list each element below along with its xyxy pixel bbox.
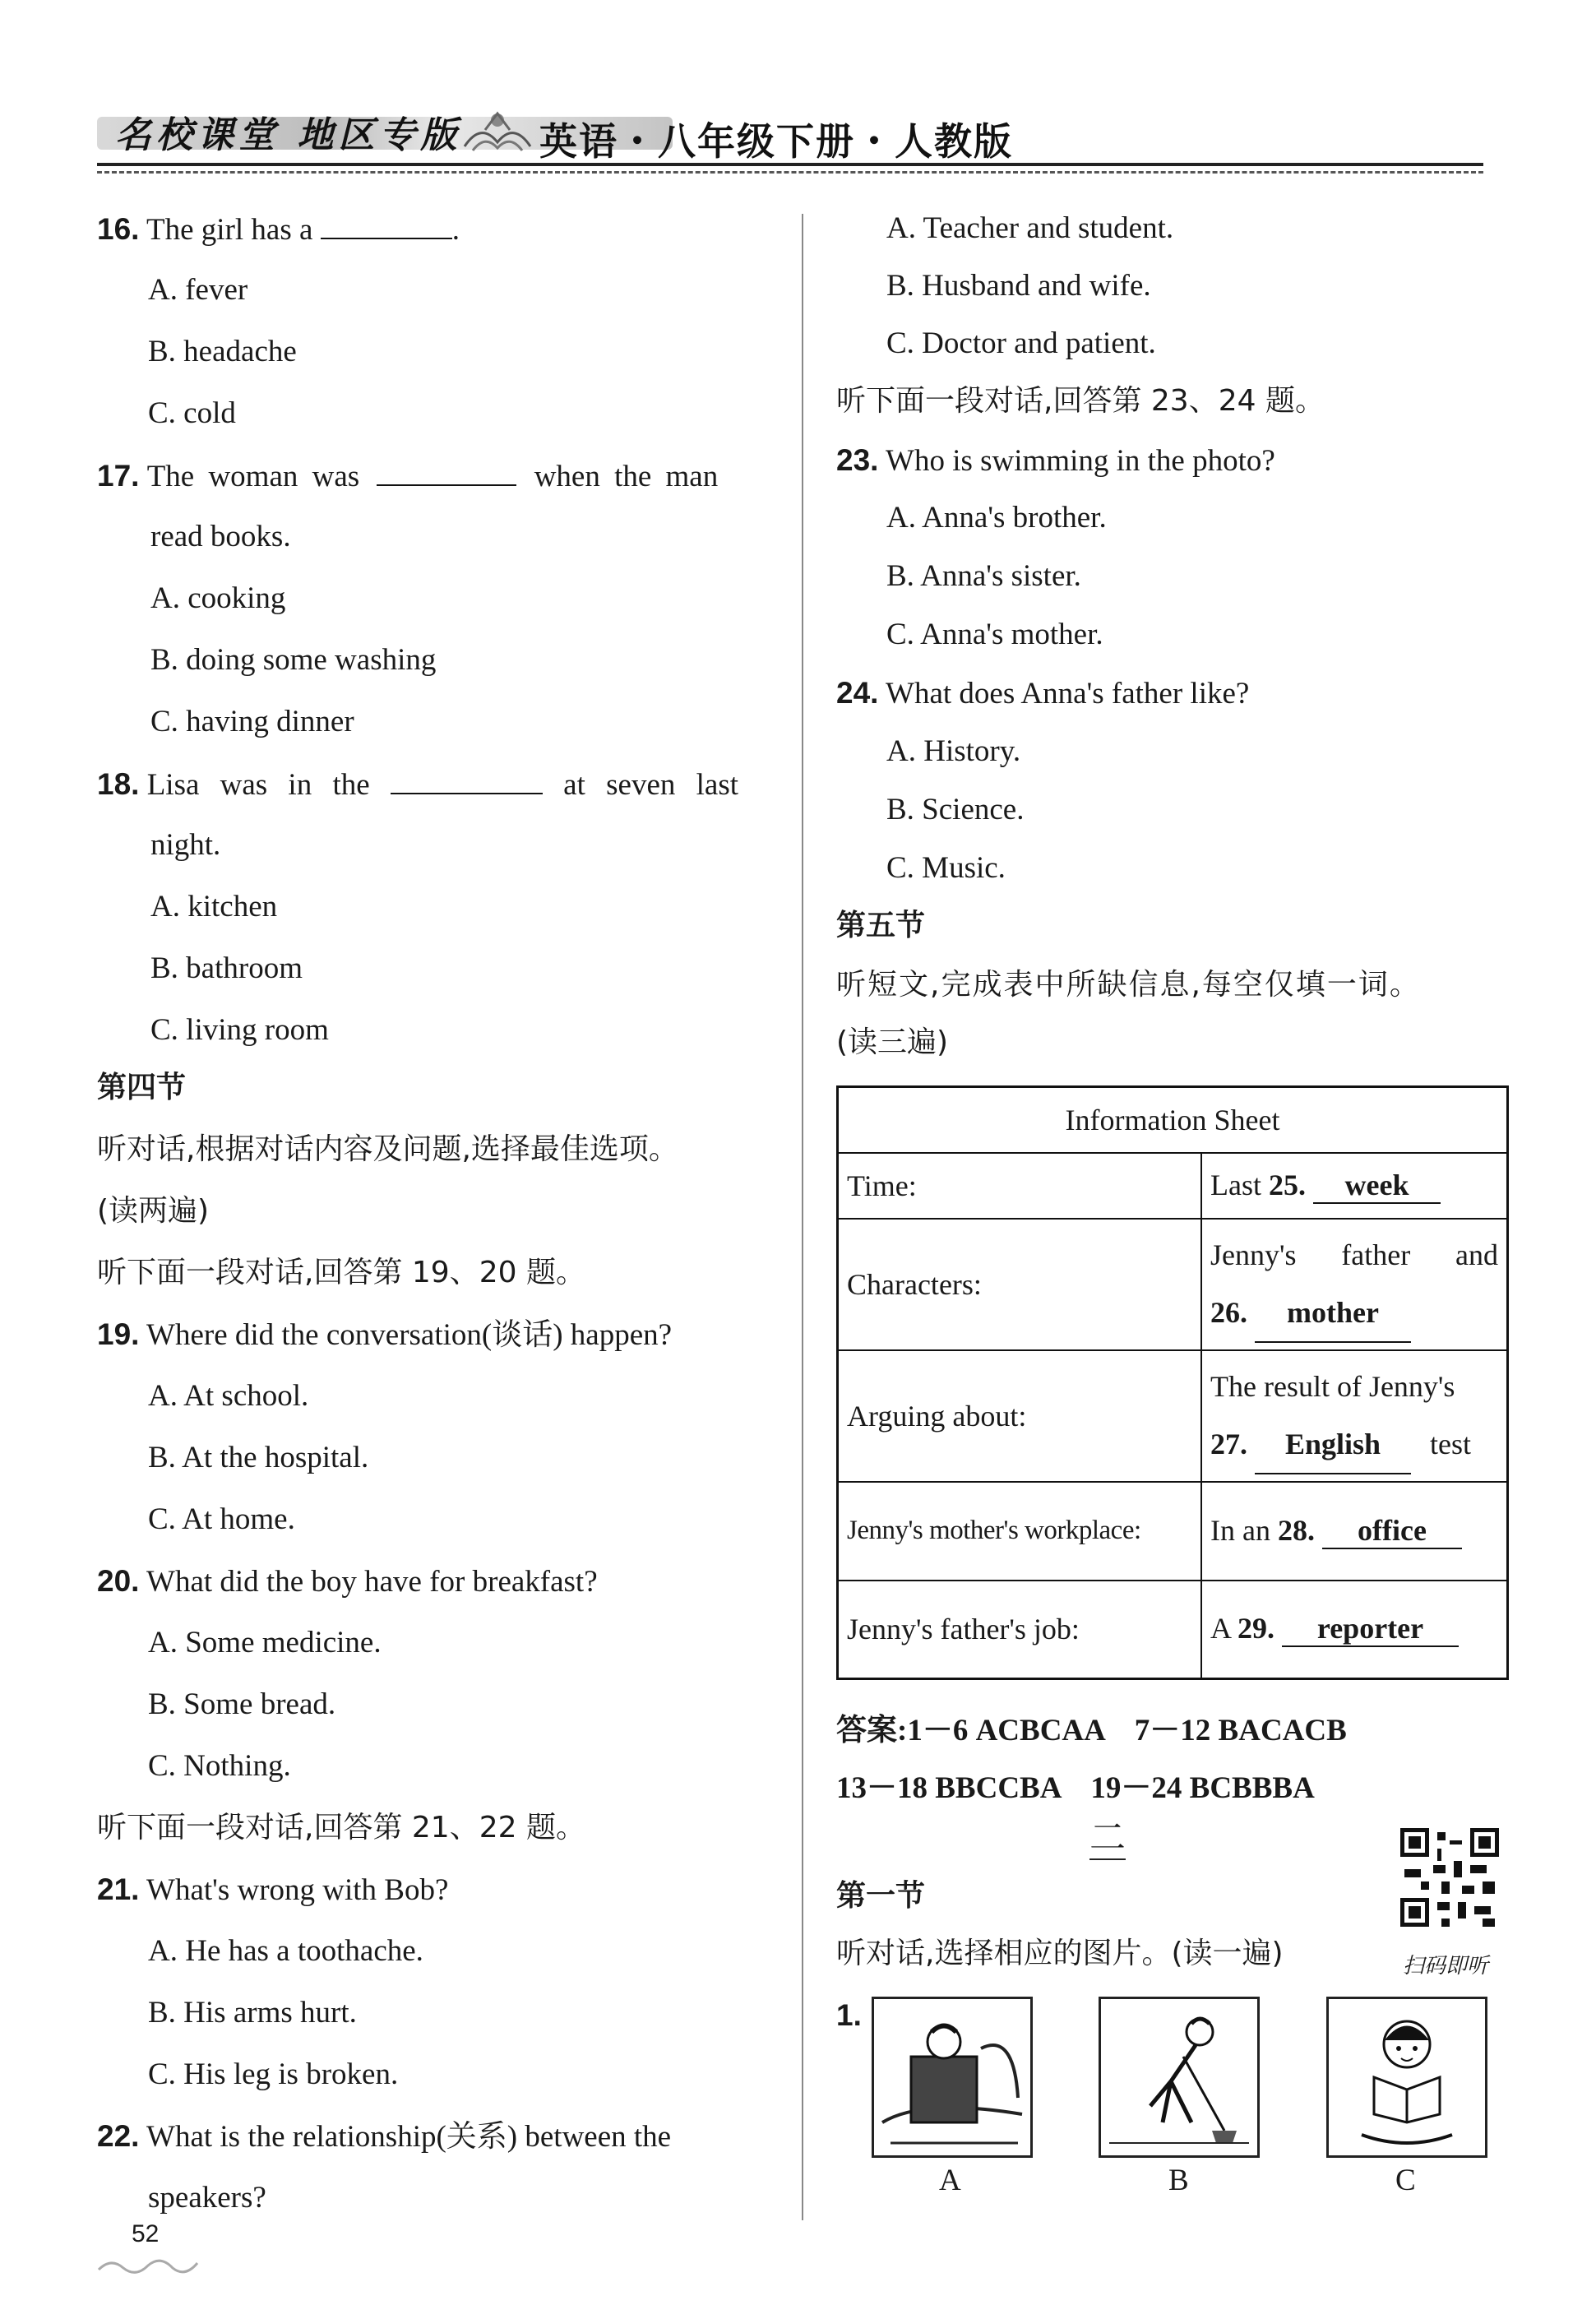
table-row [838,1350,1508,1482]
question-22: 22. What is the relationship(关系) between the [97,2119,672,2154]
question-19: 19. Where did the conversation(谈话) happen? [97,1317,673,1352]
answer-blank[interactable] [391,765,543,794]
option[interactable]: A. Teacher and student. [886,211,1174,245]
header-dashed-rule [97,171,1483,174]
book-title: 英语・八年级下册・人教版 [539,119,1013,164]
answer-key-line-2: 13－18 BBCCBA 19－24 BCBBBA [836,1771,1315,1805]
option[interactable]: C. Anna's mother. [886,618,1103,651]
picture-a[interactable] [872,1997,1033,2158]
option[interactable]: C. cold [148,396,236,430]
option[interactable]: C. Nothing. [148,1749,291,1783]
picture-c[interactable] [1326,1997,1487,2158]
answer-blank[interactable] [321,210,452,239]
option[interactable]: A. cooking [150,581,286,615]
section-5-instruction: 听短文,完成表中所缺信息,每空仅填一词。 [836,968,1421,1002]
footer-ornament-icon [95,2253,201,2282]
qr-code-icon[interactable] [1396,1824,1503,1931]
picture-question-1: 1. [836,1998,862,2032]
mopping-floor-icon [1101,1999,1257,2155]
row-value: The result of Jenny's 27. English test [1201,1350,1508,1482]
option[interactable]: A. At school. [148,1379,309,1413]
information-sheet-table [836,1085,1509,1680]
option[interactable]: A. Some medicine. [148,1626,382,1659]
answer-key-line-1: 答案:1－6 ACBCAA 7－12 BACACB [836,1714,1347,1747]
table-row [838,1581,1508,1679]
option[interactable]: B. Husband and wife. [886,269,1151,303]
question-18: 18. Lisa was in the at seven last [97,765,738,804]
fill-blank[interactable]: reporter [1282,1611,1459,1647]
section-5-title: 第五节 [836,909,926,942]
question-16: 16. The girl has a . [97,210,460,249]
option[interactable]: A. He has a toothache. [148,1934,423,1968]
reading-book-icon [1329,1999,1485,2155]
row-value: Last 25. week [1201,1153,1508,1219]
option[interactable]: B. At the hospital. [148,1441,369,1474]
option[interactable]: B. His arms hurt. [148,1996,357,2030]
option[interactable]: A. History. [886,734,1021,768]
section-4-title: 第四节 [97,1071,187,1104]
option[interactable]: A. Anna's brother. [886,501,1107,535]
question-20: 20. What did the boy have for breakfast? [97,1564,598,1599]
row-value: In an 28. office [1201,1482,1508,1581]
column-divider [802,214,803,2220]
option[interactable]: C. Music. [886,851,1006,885]
question-17-continuation: read books. [150,520,291,553]
row-value: A 29. reporter [1201,1581,1508,1679]
option[interactable]: C. living room [150,1013,329,1047]
page-number: 52 [132,2220,160,2247]
table-title: Information Sheet [838,1087,1508,1153]
question-21: 21. What's wrong with Bob? [97,1872,449,1907]
qr-caption: 扫码即听 [1403,1954,1489,1979]
table-row [838,1219,1508,1350]
option[interactable]: B. Some bread. [148,1687,336,1721]
question-24: 24. What does Anna's father like? [836,676,1250,710]
option[interactable]: B. headache [148,335,297,368]
section-5-times: (读三遍) [836,1025,949,1059]
picture-label: C [1395,2164,1416,2197]
row-label: Time: [838,1153,1202,1219]
answer-blank[interactable] [377,456,516,486]
option[interactable]: B. Science. [886,793,1025,826]
question-18-continuation: night. [150,828,221,862]
table-row [838,1153,1508,1219]
section-4-instruction: 听对话,根据对话内容及问题,选择最佳选项。 [97,1132,678,1166]
table-row [838,1482,1508,1581]
fountain-logo-icon [460,105,534,159]
option[interactable]: C. Doctor and patient. [886,326,1156,360]
picture-label: A [939,2164,961,2197]
question-17: 17. The woman was when the man [97,456,771,496]
option[interactable]: B. bathroom [150,951,303,985]
dialog-1-instruction: 听下面一段对话,回答第 19、20 题。 [97,1256,585,1289]
header-rule [97,163,1483,166]
dialog-3-instruction: 听下面一段对话,回答第 23、24 题。 [836,384,1325,418]
fill-blank[interactable]: week [1313,1168,1441,1204]
fill-blank[interactable]: office [1322,1513,1462,1549]
brand-title: 名校课堂 地区专版 [115,114,462,156]
option[interactable]: C. having dinner [150,705,354,738]
option[interactable]: A. fever [148,273,248,307]
sick-in-bed-icon [874,1999,1030,2155]
option[interactable]: A. kitchen [150,890,278,923]
row-label: Jenny's mother's workplace: [838,1482,1202,1581]
section-4-times: (读两遍) [97,1194,210,1228]
question-22-continuation: speakers? [148,2181,266,2215]
option[interactable]: C. His leg is broken. [148,2057,399,2091]
picture-b[interactable] [1099,1997,1260,2158]
fill-blank[interactable]: English [1255,1415,1411,1474]
row-label: Jenny's father's job: [838,1581,1202,1679]
option[interactable]: C. At home. [148,1502,295,1536]
part-two-numeral: 二 [1089,1817,1126,1858]
part-two-section-1-title: 第一节 [836,1879,926,1913]
row-label: Characters: [838,1219,1202,1350]
picture-label: B [1168,2164,1189,2197]
part-two-instruction: 听对话,选择相应的图片。(读一遍) [836,1937,1284,1970]
row-value: Jenny's father and 26. mother [1201,1219,1508,1350]
option[interactable]: B. doing some washing [150,643,437,677]
option[interactable]: B. Anna's sister. [886,559,1081,593]
dialog-2-instruction: 听下面一段对话,回答第 21、22 题。 [97,1811,585,1844]
question-23: 23. Who is swimming in the photo? [836,443,1275,478]
fill-blank[interactable]: mother [1255,1284,1411,1343]
row-label: Arguing about: [838,1350,1202,1482]
